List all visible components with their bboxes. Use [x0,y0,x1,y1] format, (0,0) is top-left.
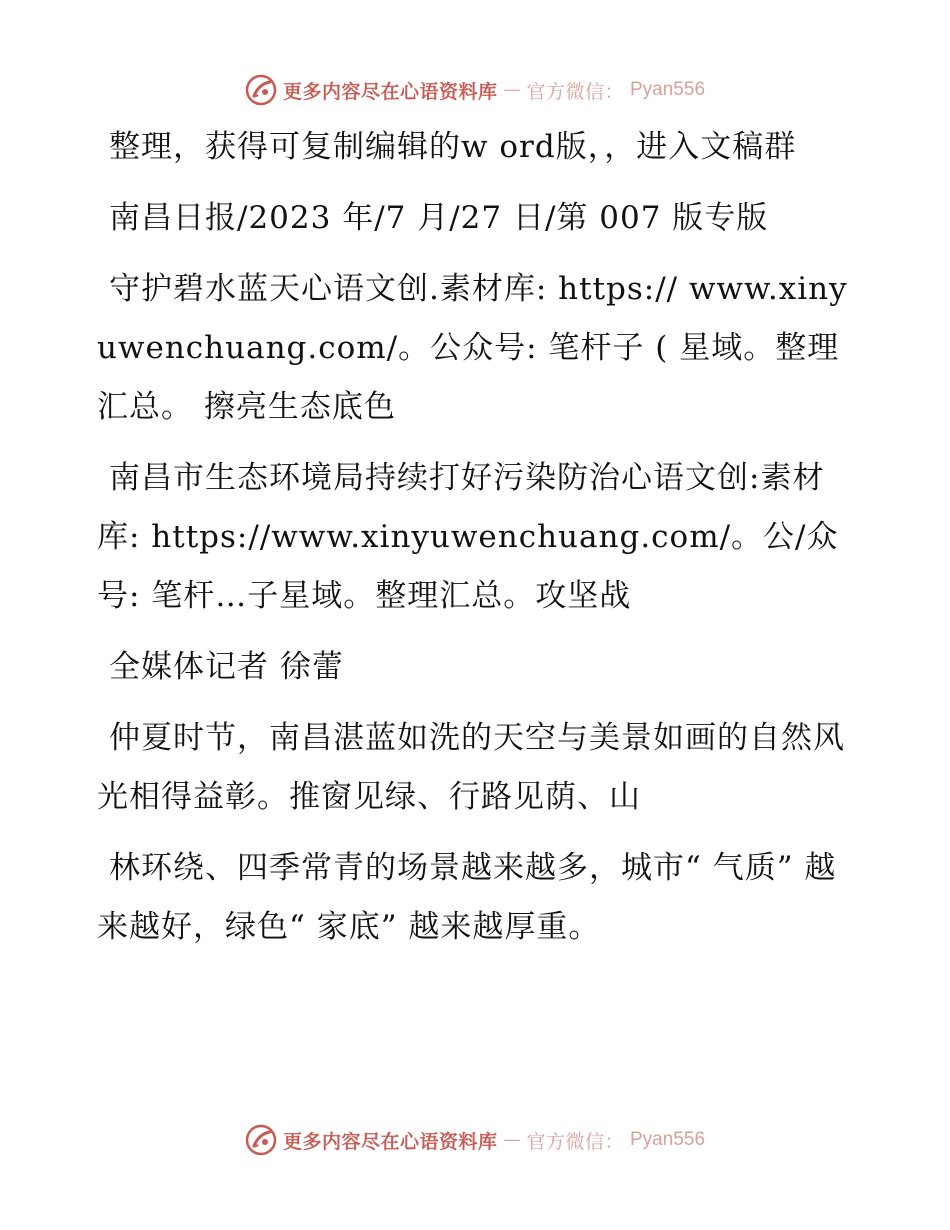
header-banner-content [245,74,705,106]
paragraph-1: 整理，获得可复制编辑的w ord版，，进入文稿群 [109,129,797,165]
paragraph-2: 南昌日报/2023 年/7 月/27 日/第 007 版专版 [109,200,769,236]
footer-slogan: 更多内容尽在心语资料库 [282,1130,498,1153]
footer-wechat-label: 官方微信： [526,1130,624,1153]
paragraph-5: 全媒体记者 徐蕾 [109,649,344,685]
header-wechat-label: 官方微信： [526,80,624,103]
paragraph-7: 林环绕、四季常青的场景越来越多，城市“ 气质” 越来越好，绿色“ 家底” 越来越厚重。 [97,850,837,945]
footer-separator: — [503,1130,521,1150]
stamp-pen-logo-icon [245,74,277,106]
header-slogan: 更多内容尽在心语资料库 [282,80,498,103]
header-banner [0,70,950,110]
footer-banner [0,1120,950,1160]
paragraph-3: 守护碧水蓝天心语文创.素材库: https:// www.xinyuwenchuang.com/。公众号: 笔杆子 ( 星域。整理汇总。 擦亮生态底色 [97,271,848,425]
header-wechat-id: Pyan556 [630,79,706,100]
document-body [97,118,857,969]
stamp-pen-logo-icon [245,1124,277,1156]
paragraph-6: 仲夏时节，南昌湛蓝如洗的天空与美景如画的自然风光相得益彰。推窗见绿、行路见荫、山 [97,720,845,815]
footer-banner-content [245,1124,705,1156]
header-separator: — [503,80,521,100]
paragraph-4: 南昌市生态环境局持续打好污染防治心语文创:素材库: https://www.xinyuwenchuang.com/。公/众号: 笔杆…子星域。整理汇总。攻坚战 [97,460,839,614]
footer-wechat-id: Pyan556 [630,1129,706,1150]
